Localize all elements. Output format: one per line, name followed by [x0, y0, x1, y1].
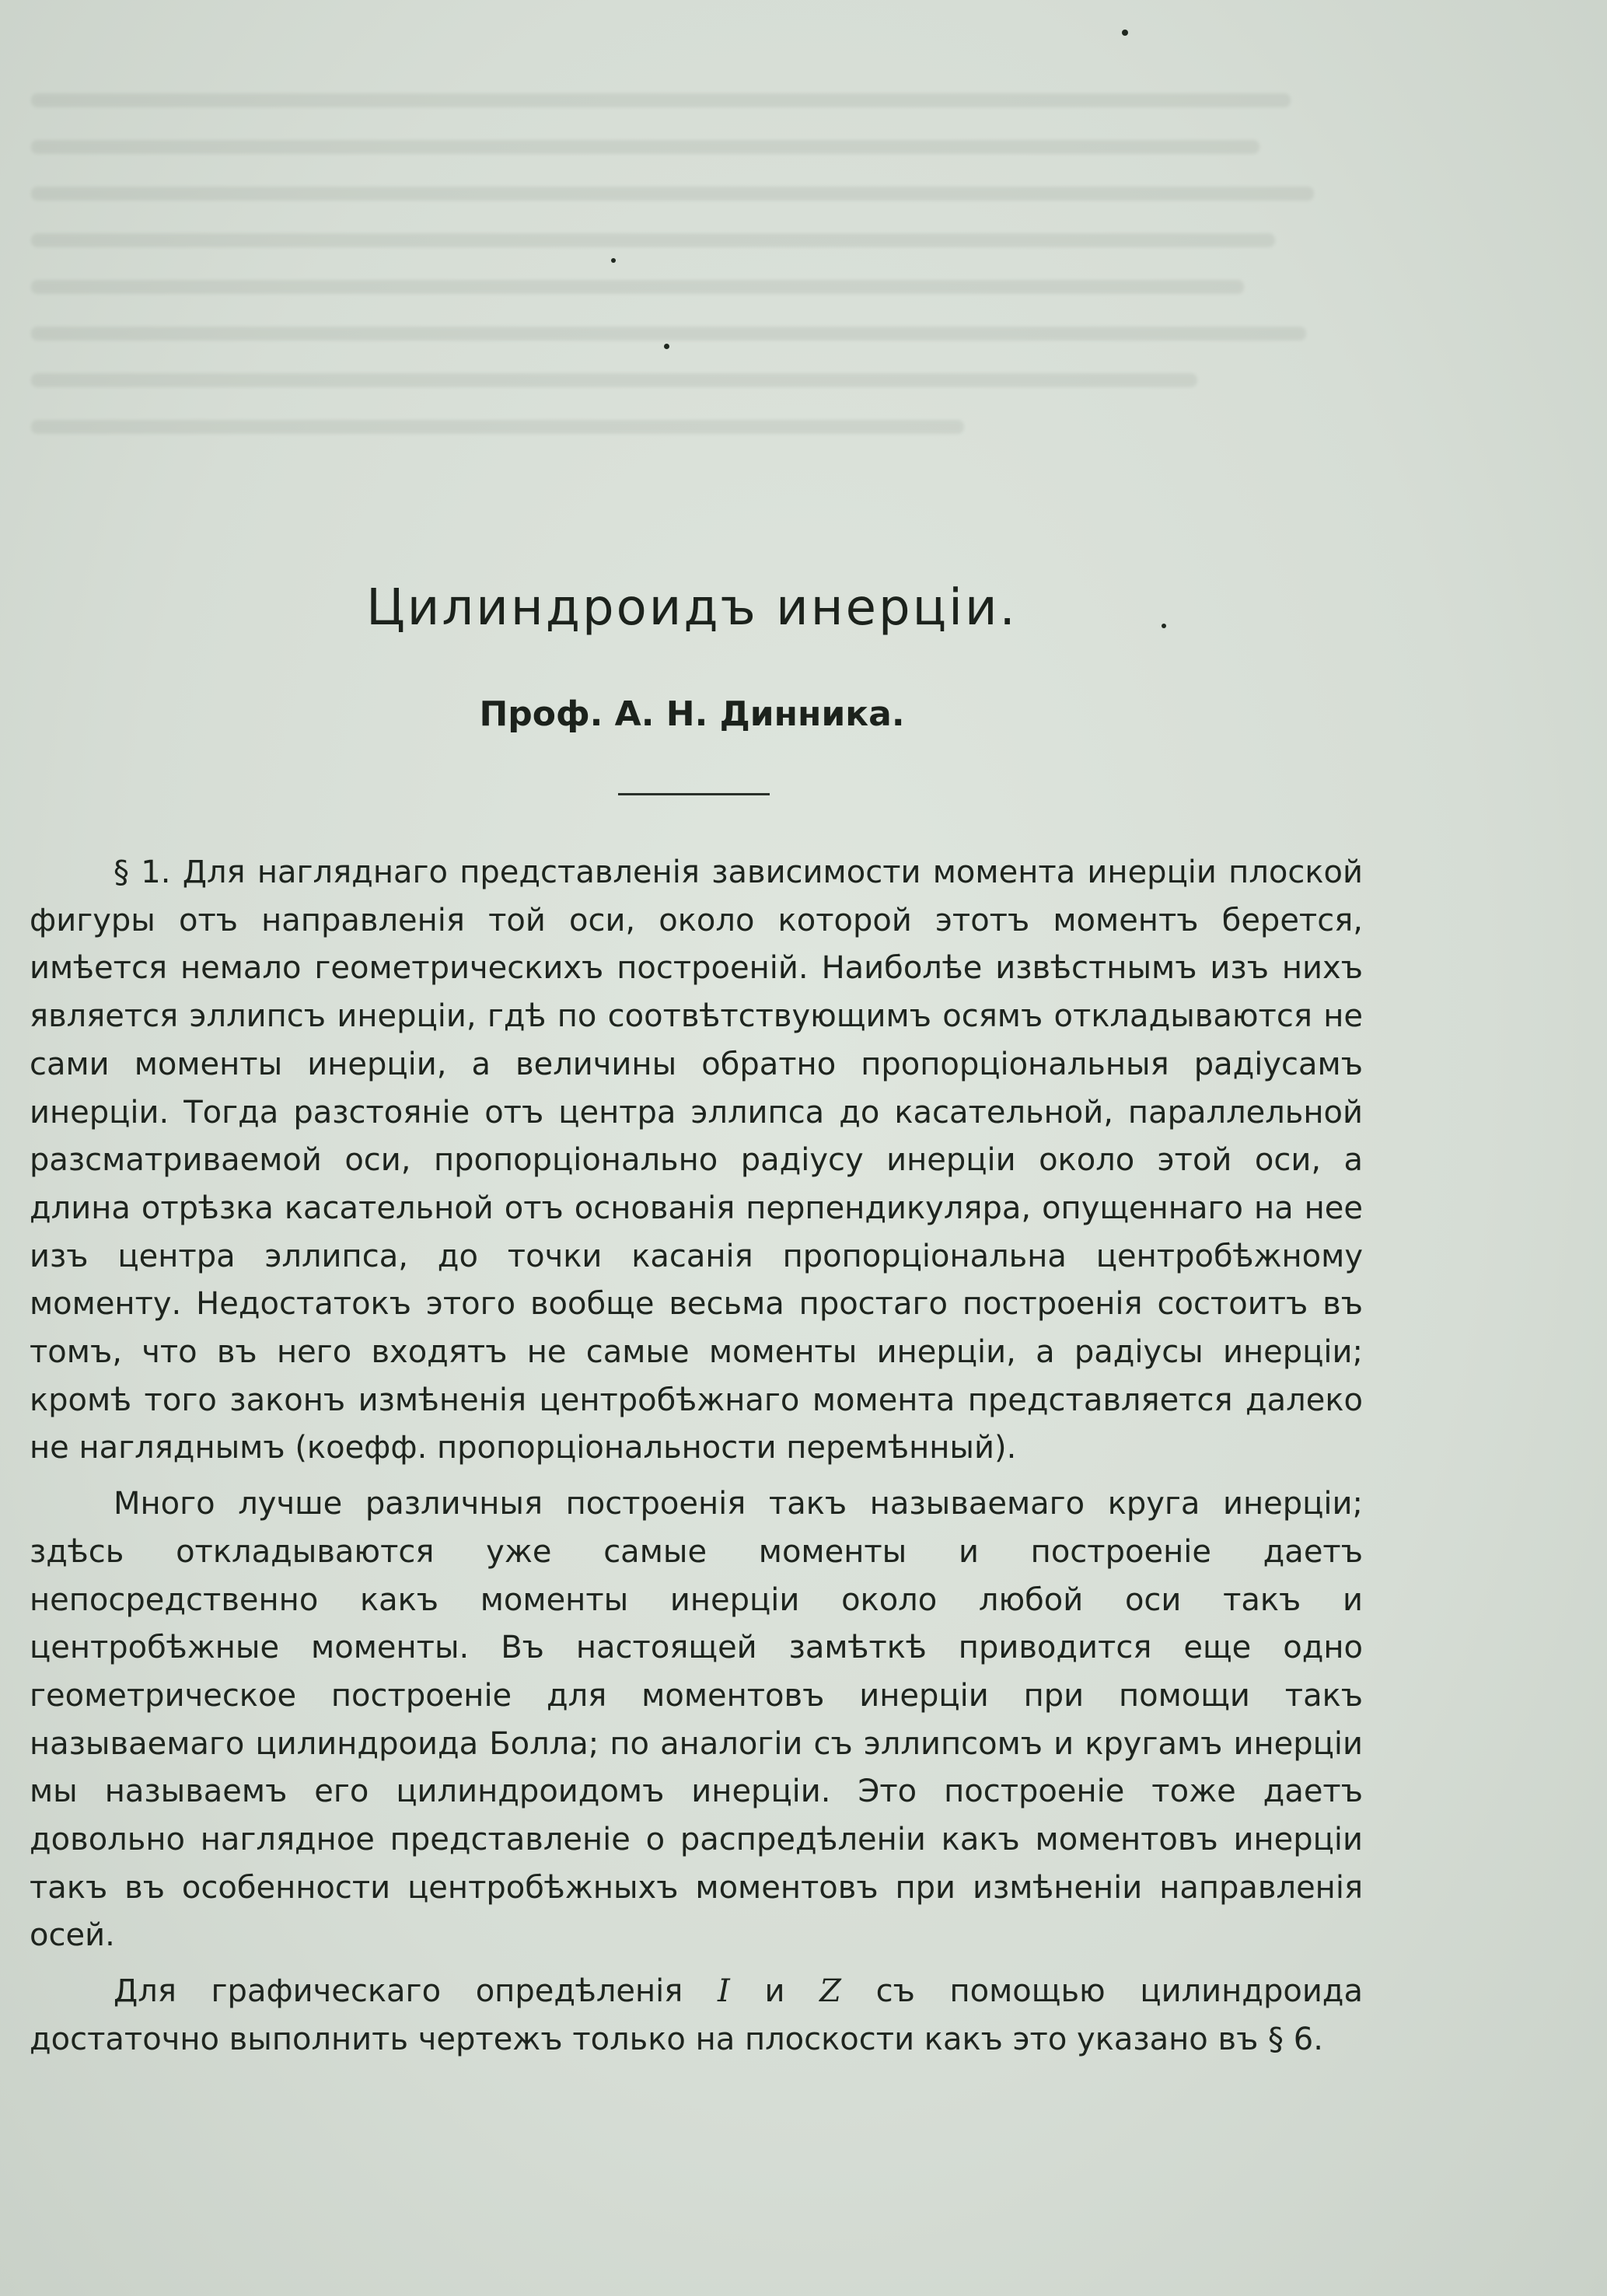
symbol-I: I [718, 1973, 730, 2010]
dust-speck [1122, 30, 1128, 36]
paragraph-3 [30, 1968, 1363, 2064]
dust-speck [664, 344, 669, 349]
page-title: Цилиндроидъ инерціи. [366, 579, 1018, 637]
show-through-text [31, 93, 1353, 529]
title-divider [618, 793, 770, 795]
conjunction: и [764, 1973, 785, 2010]
paragraph-2: Много лучше различныя построенія такъ называемаго круга инерціи; здѣсь откладываются уже самые моменты и построеніе даетъ непосредственно какъ моменты инерціи около любой оси такъ и центробѣжные моменты. Въ настоящей замѣткѣ приводится еще одно геометрическое построеніе для моментовъ инерціи при помощи такъ называемаго цилиндроида Болла; по аналогіи съ эллипсомъ и кругамъ инерціи мы называемъ его цилиндроидомъ инерціи. Это построеніе тоже даетъ довольно наглядное представленіе о распредѣленіи какъ моментовъ инерціи такъ въ особенности центробѣжныхъ моментовъ при измѣненіи направленія осей. [30, 1486, 1363, 1954]
symbol-Z: Z [819, 1973, 841, 2010]
paragraph-3-start: Для графическаго опредѣленія [114, 1973, 683, 2010]
author-line: Проф. А. Н. Динника. [479, 694, 905, 734]
paragraph-1: § 1. Для нагляднаго представленія зависимости момента инерціи плоской фигуры отъ направленія той оси, около которой этотъ моментъ берется, имѣется немало геометрическихъ построеній. Наиболѣе извѣстнымъ изъ нихъ является эллипсъ инерціи, гдѣ по соотвѣтствующимъ осямъ откладываются не сами моменты инерціи, а величины обратно пропорціональныя радіусамъ инерціи. Тогда разстояніе отъ центра эллипса до касательной, параллельной разсматриваемой оси, пропорціонально радіусу инерціи около этой оси, а длина отрѣзка касательной отъ основанія перпендикуляра, опущеннаго на нее изъ центра эллипса, до точки касанія пропорціональна центробѣжному моменту. Недостатокъ этого вообще весьма простаго построенія состоитъ въ томъ, что въ него входятъ не самые моменты инерціи, а радіусы инерціи; кромѣ того законъ измѣненія центробѣжнаго момента представляется далеко не нагляднымъ (коефф. пропорціональности перемѣнный). [30, 854, 1363, 1466]
article-body [30, 849, 1363, 2064]
paragraph-3-end: съ помощью цилиндроида достаточно выполнить чертежъ только на плоскости какъ это указано въ § 6. [30, 1973, 1363, 2057]
dust-speck [611, 258, 616, 263]
